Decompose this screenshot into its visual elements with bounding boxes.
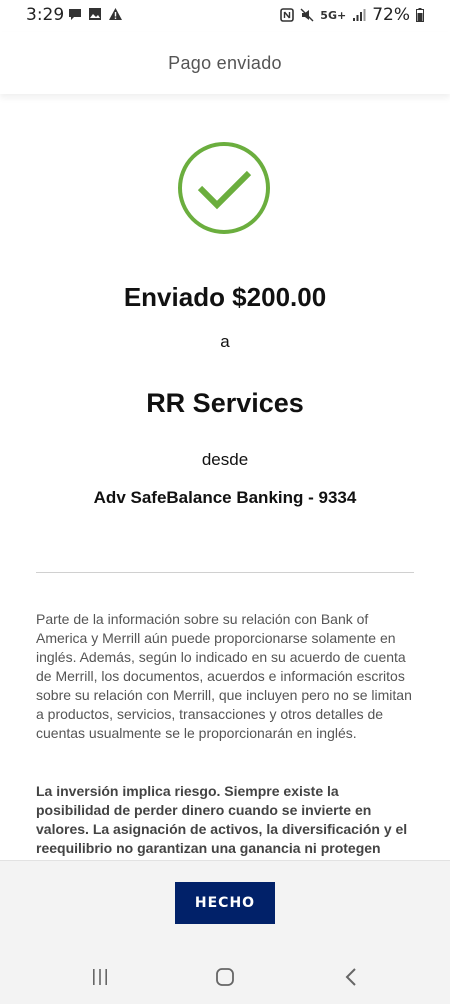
- to-connector: a: [220, 332, 230, 351]
- battery-icon: [416, 8, 424, 22]
- source-account: Adv SafeBalance Banking - 9334: [93, 488, 357, 507]
- network-type: 5G+: [320, 8, 347, 22]
- home-button[interactable]: [207, 963, 243, 991]
- image-icon: [88, 7, 102, 21]
- investment-risk-notice: La inversión implica riesgo. Siempre existe la posibilidad de perder dinero cuando se invierte en valores. La asignación de activos, la diversificación y el reequilibrio no garantizan una ganancia ni protegen: [36, 783, 408, 856]
- divider: [36, 572, 414, 573]
- battery-percent: 72%: [372, 5, 410, 25]
- page-title: Pago enviado: [168, 52, 282, 73]
- status-time: 3:29: [26, 5, 65, 25]
- check-circle-icon: [178, 142, 270, 234]
- signal-icon: [352, 8, 366, 22]
- recipient-name: RR Services: [146, 388, 304, 418]
- language-disclaimer: Parte de la información sobre su relación con Bank of America y Merrill aún puede proporcionarse solamente en inglés. Además, según lo indicado en su acuerdo de cuenta de Merrill, los documentos, acuerdos e información escritos sobre su relación con Merrill, que incluyen pero no se limitan a productos, servicios, transacciones y otros detalles de cuentas usualmente se le proporcionarán en inglés.: [36, 611, 412, 741]
- status-bar: [0, 0, 450, 32]
- system-nav-bar: [0, 957, 450, 997]
- nfc-icon: [280, 8, 294, 22]
- recent-apps-button[interactable]: [82, 963, 118, 991]
- mute-icon: [300, 8, 314, 22]
- screen-header: [0, 32, 450, 94]
- confirmation-content: [0, 100, 450, 860]
- back-button[interactable]: [333, 963, 369, 991]
- recent-apps-icon: [91, 968, 109, 986]
- chat-icon: [68, 7, 82, 21]
- bottom-panel: [0, 860, 450, 1004]
- home-icon: [215, 967, 235, 987]
- from-connector: desde: [201, 450, 249, 469]
- sent-amount: Enviado $200.00: [123, 282, 327, 312]
- notification-icons: [68, 7, 123, 21]
- back-icon: [344, 967, 358, 987]
- system-icons: [280, 5, 424, 25]
- done-button[interactable]: HECHO: [175, 882, 275, 924]
- warning-icon: [108, 7, 123, 21]
